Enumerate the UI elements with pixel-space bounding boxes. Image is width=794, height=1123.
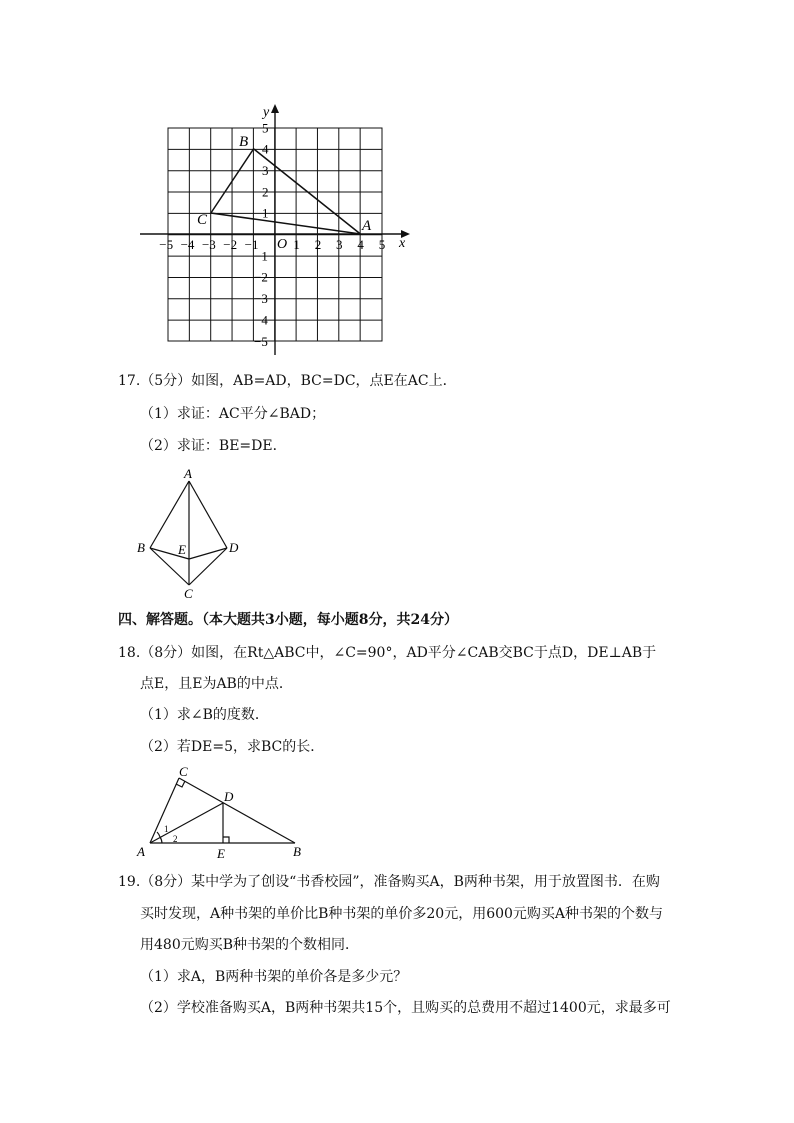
point-b-label: B <box>239 134 249 150</box>
right-triangle-figure <box>132 762 312 862</box>
y-tick-label: −3 <box>254 291 268 307</box>
coordinate-grid-figure <box>140 100 420 360</box>
y-tick-label: −4 <box>254 312 268 328</box>
kite-d-label: D <box>229 540 239 555</box>
x-tick-label: −4 <box>180 237 195 252</box>
x-tick-label: −3 <box>201 237 216 252</box>
q19-line3: 用480元购买B种书架的个数相同． <box>140 937 360 953</box>
y-tick-label: −1 <box>254 248 268 264</box>
q17-part2: （2）求证：BE=DE． <box>140 438 287 454</box>
x-axis-label: x <box>399 236 406 251</box>
rt-e-label: E <box>217 846 225 861</box>
q18-part1: （1）求∠B的度数． <box>140 707 269 723</box>
rt-d-label: D <box>224 789 234 804</box>
kite-b-label: B <box>137 540 145 555</box>
rt-c-label: C <box>179 764 188 779</box>
q17-part1: （1）求证：AC平分∠BAD； <box>140 406 326 422</box>
y-tick-label: −2 <box>254 269 268 285</box>
x-tick-label: 3 <box>336 237 343 252</box>
q17-stem: 17.（5分）如图，AB=AD，BC=DC，点E在AC上． <box>118 373 457 389</box>
kite-e-label: E <box>178 542 186 557</box>
y-axis-label: y <box>263 105 270 120</box>
y-tick-label: 3 <box>262 162 269 178</box>
q19-line1: 19.（8分）某中学为了创设“书香校园”，准备购买A，B两种书架，用于放置图书．在购 <box>118 874 660 890</box>
rt-angle1-label: 1 <box>164 824 169 834</box>
section-4-heading: 四、解答题。（本大题共3小题，每小题8分，共24分） <box>118 612 458 628</box>
rt-b-label: B <box>293 844 301 859</box>
kite-a-label: A <box>184 466 192 481</box>
x-tick-label: −5 <box>159 237 174 252</box>
q18-part2: （2）若DE=5，求BC的长． <box>140 739 325 755</box>
y-tick-label: 4 <box>262 141 269 157</box>
q19-part1: （1）求A，B两种书架的单价各是多少元？ <box>140 969 408 985</box>
triangle-abc <box>211 149 361 234</box>
rt-a-label: A <box>137 844 145 859</box>
x-tick-label: 5 <box>378 237 386 252</box>
x-tick-label: 2 <box>314 237 322 252</box>
q18-stem-line2: 点E，且E为AB的中点． <box>140 676 293 692</box>
x-tick-label: 1 <box>293 237 300 252</box>
y-tick-label: 2 <box>262 184 269 200</box>
q18-stem-line1: 18.（8分）如图，在Rt△ABC中，∠C=90°，AD平分∠CAB交BC于点D，DE⊥AB于 <box>118 645 657 661</box>
kite-c-label: C <box>184 586 193 601</box>
x-tick-label: −1 <box>244 237 259 252</box>
kite-figure <box>130 462 260 602</box>
origin-label: O <box>277 237 288 252</box>
q19-part2: （2）学校准备购买A，B两种书架共15个，且购买的总费用不超过1400元，求最多可 <box>140 1000 671 1016</box>
y-tick-label: −5 <box>254 333 268 349</box>
x-tick-label: 4 <box>357 237 364 252</box>
point-a-label: A <box>362 218 372 234</box>
x-tick-label: −2 <box>223 237 238 252</box>
y-tick-label: 5 <box>262 120 269 136</box>
q19-line2: 买时发现，A种书架的单价比B种书架的单价多20元，用600元购买A种书架的个数与 <box>140 906 664 922</box>
y-tick-label: 1 <box>262 205 269 221</box>
rt-angle2-label: 2 <box>173 834 178 844</box>
point-c-label: C <box>197 212 208 228</box>
y-axis-arrow <box>271 104 279 113</box>
